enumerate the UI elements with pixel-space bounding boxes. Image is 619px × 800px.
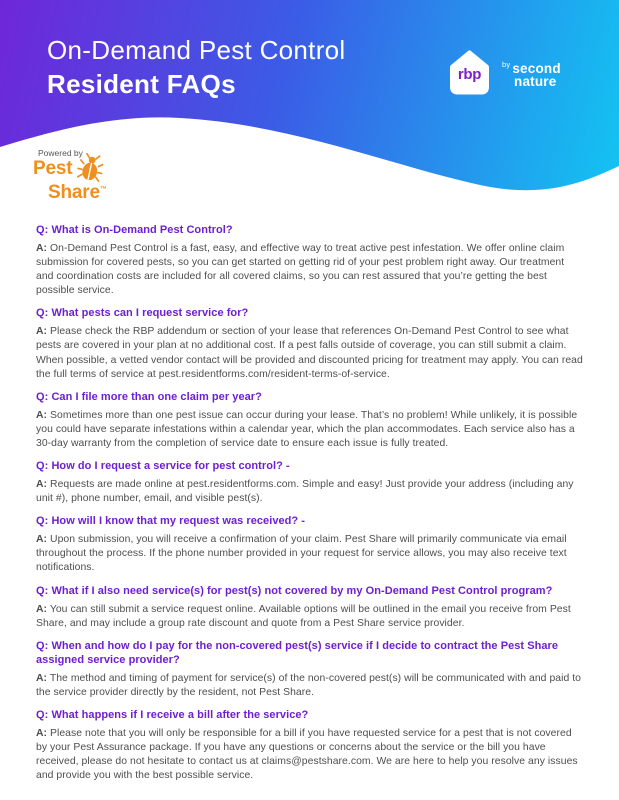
- faq-item: [36, 584, 583, 631]
- page-title: [47, 33, 346, 101]
- pest-wordmark: Pest: [33, 158, 73, 179]
- faq-question: Q: Can I file more than one claim per year?: [36, 390, 262, 403]
- nature-label: nature: [514, 74, 557, 89]
- faq-question: Q: When and how do I pay for the non-covered pest(s) service if I decide to contract the Pest Share assigned service provider?: [36, 639, 559, 666]
- faq-list: [0, 215, 619, 783]
- faq-answer: A: On-Demand Pest Control is a fast, easy, and effective way to treat active pest infestation. We offer online claim submission for covered pests, so you can get started on getting rid of your pest problem right away. Our treatment and coordination costs are included for all covered claims, so you can rest assured that you’re getting the best possible service.: [36, 243, 565, 297]
- faq-question: Q: What pests can I request service for?: [36, 307, 249, 320]
- rbp-house-icon: [446, 49, 493, 97]
- powered-by-label: Powered by: [38, 148, 83, 158]
- title-line-1: On-Demand Pest Control: [47, 35, 346, 65]
- rbp-badge-text: rbp: [457, 66, 482, 83]
- faq-question: Q: How will I know that my request was received? -: [36, 515, 306, 528]
- faq-answer: A: Please note that you will only be responsible for a bill if you have requested service for a pest that is not covered by your Pest Assurance package. If you have any questions or concerns about the service or the bill you have received, please do not hesitate to contact us at claims@pestshare.com. We are here to help you resolve any issues and provide you with the best possible service.: [36, 727, 578, 782]
- faq-item: [36, 223, 583, 298]
- header-banner: [0, 0, 619, 215]
- faq-answer: A: The method and timing of payment for service(s) of the non-covered pest(s) will be communicated with and paid to the service provider directly by the resident, not Pest Share.: [36, 672, 581, 698]
- faq-answer: A: Upon submission, you will receive a confirmation of your claim. Pest Share will primarily communicate via email throughout the process. If the phone number provided in your request for service allows, you may also receive text notifications.: [36, 534, 567, 574]
- title-line-2: Resident FAQs: [47, 69, 236, 99]
- second-nature-wordmark: [502, 58, 561, 88]
- faq-answer: A: Please check the RBP addendum or section of your lease that references On-Demand Pest Control to see what pests are covered in your plan at no additional cost. If a pest falls outside of coverage, you can still submit a claim. When possible, a vetted vendor contact will be provided and discounted pricing for treatment may apply. You can read the full terms of service at pest.residentforms.com/resident-terms-of-service.: [36, 326, 583, 380]
- by-label: by: [502, 60, 511, 69]
- faq-item: [36, 459, 583, 506]
- faq-item: [36, 390, 583, 451]
- faq-question: Q: How do I request a service for pest control? -: [36, 460, 290, 473]
- beetle-icon: [77, 153, 104, 183]
- faq-question: Q: What is On-Demand Pest Control?: [36, 224, 233, 236]
- faq-question: Q: What if I also need service(s) for pest(s) not covered by my On-Demand Pest Control program?: [36, 584, 553, 597]
- second-label: second: [512, 61, 561, 76]
- trademark-symbol: ™: [99, 186, 107, 193]
- faq-answer: A: You can still submit a service request online. Available options will be outlined in the email you receive from Pest Share, and may include a group rate discount and quote from a Pest Share service provider.: [36, 603, 571, 629]
- faq-item: [36, 306, 583, 381]
- rbp-second-nature-logo: [446, 49, 561, 97]
- faq-answer: A: Requests are made online at pest.residentforms.com. Simple and easy! Just provide your address (including any unit #), phone number, email, and visible pest(s).: [36, 479, 574, 505]
- faq-item: [36, 708, 583, 783]
- faq-question: Q: What happens if I receive a bill after the service?: [36, 708, 309, 721]
- share-wordmark: Share™: [48, 182, 107, 203]
- faq-answer: A: Sometimes more than one pest issue can occur during your lease. That’s no problem! While unlikely, it is possible you could have separate infestations within a calendar year, which the plan accommodates. Each service also has a 30-day warranty from the completion of service date to ensure each issue is fully treated.: [36, 409, 578, 449]
- pest-share-logo: [33, 148, 107, 202]
- faq-item: [36, 514, 583, 575]
- faq-item: [36, 639, 583, 700]
